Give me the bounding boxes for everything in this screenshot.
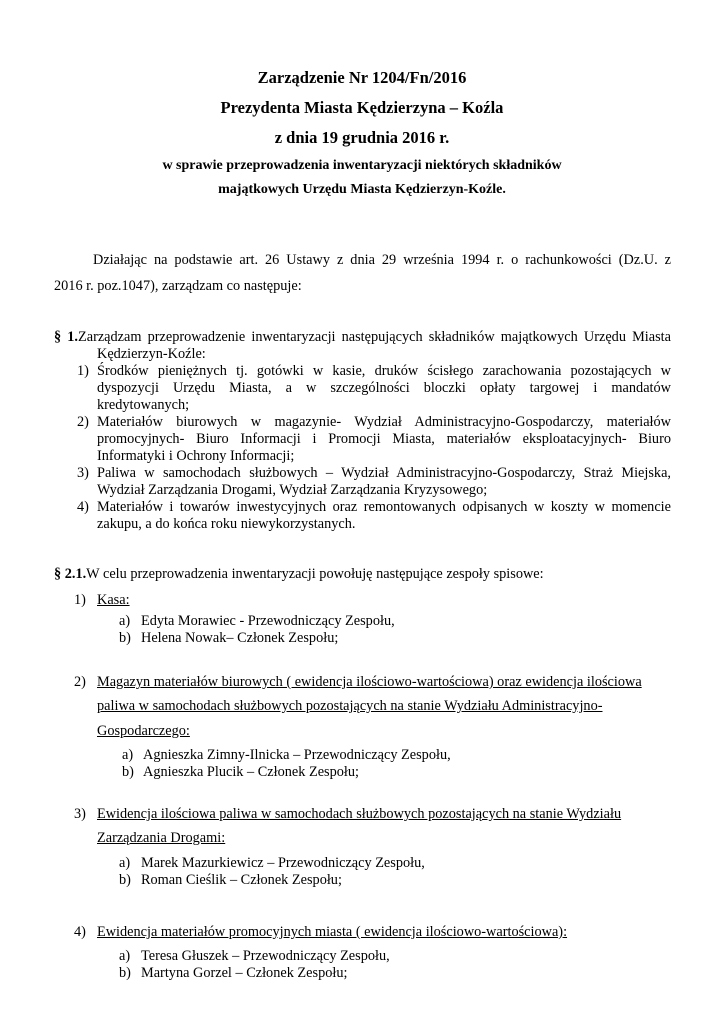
team-num: 3) (74, 806, 86, 822)
document-issuer: Prezydenta Miasta Kędzierzyna – Koźla (220, 98, 504, 117)
team-2-member: Agnieszka Zimny-Ilnicka – Przewodniczący Zespołu, (143, 747, 451, 763)
member-letter: a) (119, 948, 131, 964)
section-1-item-2-line: Informatyki i Ochrony Informacji; (97, 448, 295, 464)
team-num: 1) (74, 592, 86, 608)
team-3-member: Roman Cieślik – Członek Zespołu; (141, 872, 342, 888)
member-letter: b) (122, 764, 134, 780)
team-3-member: Marek Mazurkiewicz – Przewodniczący Zespołu, (141, 855, 425, 871)
section-1-item-num: 2) (77, 414, 89, 430)
member-letter: a) (122, 747, 134, 763)
section-2-intro: W celu przeprowadzenia inwentaryzacji powołuję następujące zespoły spisowe: (86, 566, 544, 582)
preamble-line-1: Działając na podstawie art. 26 Ustawy z dnia 29 września 1994 r. o rachunkowości (Dz.U. z (93, 252, 671, 268)
team-1-member: Edyta Morawiec - Przewodniczący Zespołu, (141, 613, 395, 629)
section-1-item-3-line: Wydział Zarządzania Drogami, Wydział Zarządzania Kryzysowego; (97, 482, 488, 498)
section-1-item-2-line: promocyjnych- Biuro Informacji i Promocji Miasta, materiałów eksploatacyjnych- Biuro (97, 431, 671, 447)
section-1-intro: Zarządzam przeprowadzenie inwentaryzacji następujących składników majątkowych Urzędu Miasta (78, 329, 671, 345)
team-2-title-line: paliwa w samochodach służbowych pozostających na stanie Wydziału Administracyjno- (97, 698, 603, 714)
section-1-item-4-line: zakupu, a do końca roku niewykorzystanych. (97, 516, 356, 532)
section-1-heading (54, 329, 671, 346)
team-4-member: Teresa Głuszek – Przewodniczący Zespołu, (141, 948, 390, 964)
section-1-item-num: 3) (77, 465, 89, 481)
section-1-item-num: 1) (77, 363, 89, 379)
document-date: z dnia 19 grudnia 2016 r. (274, 128, 450, 147)
section-1-item-1-line: kredytowanych; (97, 397, 190, 413)
team-2-title-line: Magazyn materiałów biurowych ( ewidencja ilościowo-wartościowa) oraz ewidencja ilościowa (97, 674, 642, 690)
team-4-title: Ewidencja materiałów promocyjnych miasta ( ewidencja ilościowo-wartościowa): (97, 924, 568, 940)
section-1-item-2-line: Materiałów biurowych w magazynie- Wydział Administracyjno-Gospodarczy, materiałów (97, 414, 671, 430)
section-1-mark: § 1. (54, 329, 78, 345)
team-4-member: Martyna Gorzel – Członek Zespołu; (141, 965, 348, 981)
preamble-line-2: 2016 r. poz.1047), zarządzam co następuje: (54, 278, 302, 294)
team-3-title-line: Zarządzania Drogami: (97, 830, 226, 846)
team-3-title-line: Ewidencja ilościowa paliwa w samochodach służbowych pozostających na stanie Wydziału (97, 806, 622, 822)
document-title: Zarządzenie Nr 1204/Fn/2016 (257, 68, 467, 87)
section-2-heading (54, 566, 544, 583)
document-subject-line-2: majątkowych Urzędu Miasta Kędzierzyn-Koźle. (218, 182, 506, 197)
member-letter: a) (119, 855, 131, 871)
team-num: 4) (74, 924, 86, 940)
section-1-intro-line-2: Kędzierzyn-Koźle: (97, 346, 206, 362)
section-1-item-4-line: Materiałów i towarów inwestycyjnych oraz remontowanych odpisanych w koszty w momencie (97, 499, 671, 515)
team-1-member: Helena Nowak– Członek Zespołu; (141, 630, 339, 646)
team-num: 2) (74, 674, 86, 690)
document-subject-line-1: w sprawie przeprowadzenia inwentaryzacji niektórych składników (162, 158, 562, 173)
member-letter: a) (119, 613, 131, 629)
section-1-item-1-line: dyspozycji Urzędu Miasta, a w szczególności bloczki opłaty targowej i mandatów (97, 380, 671, 396)
member-letter: b) (119, 965, 131, 981)
member-letter: b) (119, 630, 131, 646)
team-2-title-line: Gospodarczego: (97, 723, 190, 739)
team-2-member: Agnieszka Plucik – Członek Zespołu; (143, 764, 360, 780)
team-1-title: Kasa: (97, 592, 130, 608)
member-letter: b) (119, 872, 131, 888)
section-1-item-num: 4) (77, 499, 89, 515)
section-1-item-3-line: Paliwa w samochodach służbowych – Wydział Administracyjno-Gospodarczy, Straż Miejska, (97, 465, 671, 481)
section-2-mark: § 2.1. (54, 566, 87, 582)
section-1-item-1-line: Środków pieniężnych tj. gotówki w kasie, druków ścisłego zarachowania pozostających w (97, 363, 671, 379)
